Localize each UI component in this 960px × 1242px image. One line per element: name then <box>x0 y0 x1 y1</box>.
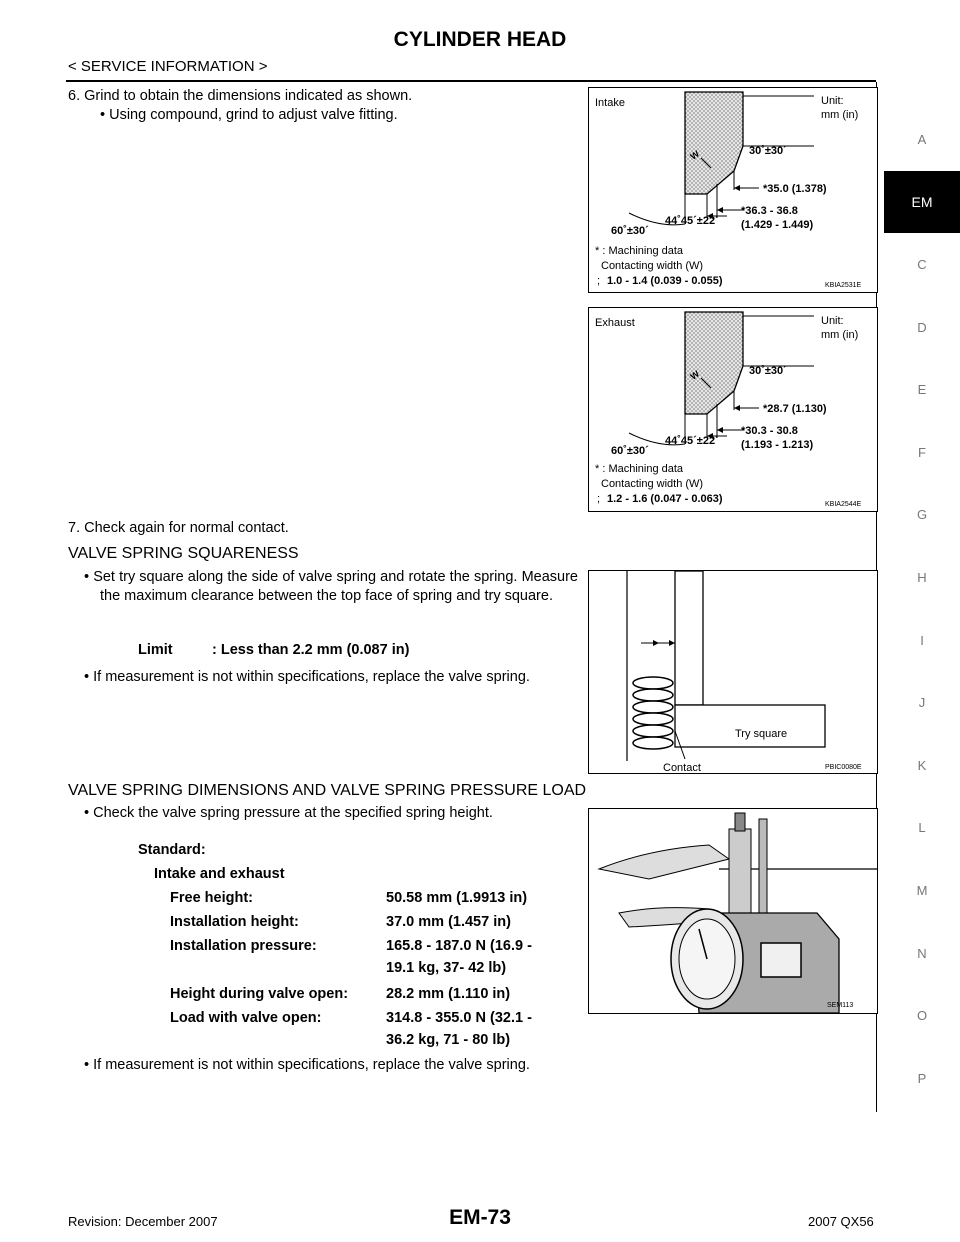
valve-spring <box>633 677 673 749</box>
note-width-value: 1.2 - 1.6 (0.047 - 0.063) <box>607 493 723 505</box>
standard-label: Standard: <box>138 842 206 858</box>
unit-value: mm (in) <box>821 329 859 341</box>
unit-label: Unit: <box>821 95 844 107</box>
footer-model: 2007 QX56 <box>808 1214 874 1229</box>
figure-code: KBIA2531E <box>825 282 862 289</box>
tester-column <box>729 829 751 919</box>
spec-value-cont: 19.1 kg, 37- 42 lb) <box>386 960 507 976</box>
section-tab-e[interactable]: E <box>917 382 927 398</box>
figure-code: KBIA2544E <box>825 501 862 508</box>
note-prefix: ; <box>597 493 601 505</box>
dim-2b: (1.193 - 1.213) <box>741 439 814 451</box>
figure-code: PBIC0080E <box>825 764 862 771</box>
angle-60: 60˚±30´ <box>611 445 649 457</box>
spec-label: Free height: <box>170 890 253 906</box>
angle-44: 44˚45´±22´ <box>665 215 719 227</box>
step-6-bullet: • Using compound, grind to adjust valve fitting. <box>100 107 398 123</box>
step-6: 6. Grind to obtain the dimensions indicated as shown. <box>68 88 413 104</box>
spec-label: Installation height: <box>170 914 299 930</box>
spec-value-cont: 36.2 kg, 71 - 80 lb) <box>386 1032 511 1048</box>
section-tab-em[interactable]: EM <box>884 171 960 234</box>
dim-1: *35.0 (1.378) <box>763 183 827 195</box>
section-tab-g[interactable]: G <box>916 507 928 523</box>
angle-44: 44˚45´±22´ <box>665 435 719 447</box>
spec-label: Installation pressure: <box>170 938 317 954</box>
dim-2a: *30.3 - 30.8 <box>741 425 798 437</box>
tester-window <box>761 943 801 977</box>
angle-60: 60˚±30´ <box>611 225 649 237</box>
section-tab-k[interactable]: K <box>917 757 927 773</box>
section-tab-h[interactable]: H <box>917 569 927 585</box>
figure-label: Exhaust <box>595 317 635 329</box>
section-tab-j[interactable]: J <box>918 695 926 711</box>
section-tab-f[interactable]: F <box>918 444 926 460</box>
dimensions-heading: VALVE SPRING DIMENSIONS AND VALVE SPRING PRESSURE LOAD <box>68 782 587 799</box>
try-square-figure <box>588 570 878 774</box>
header-rule <box>66 80 876 82</box>
note-contact-width: Contacting width (W) <box>601 478 704 490</box>
exhaust-valve-seat-figure <box>588 307 878 512</box>
spec-label: Load with valve open: <box>170 1010 322 1026</box>
section-index <box>884 108 960 1110</box>
dim-1: *28.7 (1.130) <box>763 403 827 415</box>
dimensions-bullet-1: • Check the valve spring pressure at the specified spring height. <box>84 805 493 821</box>
angle-30: 30˚±30´ <box>749 365 787 377</box>
dimensions-bullet-2: • If measurement is not within specifications, replace the valve spring. <box>84 1057 530 1073</box>
spec-value: 165.8 - 187.0 N (16.9 - <box>386 938 532 954</box>
note-width-value: 1.0 - 1.4 (0.039 - 0.055) <box>607 275 723 287</box>
dim-2b: (1.429 - 1.449) <box>741 219 814 231</box>
w-label: W <box>688 148 702 162</box>
squareness-heading: VALVE SPRING SQUARENESS <box>68 545 299 562</box>
square-base <box>675 705 825 747</box>
note-machining: * : Machining data <box>595 463 684 475</box>
spec-value: 28.2 mm (1.110 in) <box>386 986 511 1002</box>
unit-label: Unit: <box>821 315 844 327</box>
section-tab-i[interactable]: I <box>920 632 924 648</box>
group-label: Intake and exhaust <box>154 866 285 882</box>
unit-value: mm (in) <box>821 109 859 121</box>
section-tab-a[interactable]: A <box>917 131 927 147</box>
spec-label: Height during valve open: <box>170 986 349 1002</box>
section-tab-c[interactable]: C <box>917 256 927 272</box>
contact-label: Contact <box>663 762 701 773</box>
spec-value: 50.58 mm (1.9913 in) <box>386 890 528 906</box>
footer-revision: Revision: December 2007 <box>68 1214 218 1229</box>
section-tab-n[interactable]: N <box>917 945 927 961</box>
square-blade <box>675 571 703 705</box>
intake-valve-seat-figure <box>588 87 878 293</box>
spec-value: 314.8 - 355.0 N (32.1 - <box>386 1010 532 1026</box>
try-square-label: Try square <box>735 728 788 740</box>
dim-2a: *36.3 - 36.8 <box>741 205 798 217</box>
note-prefix: ; <box>597 275 601 287</box>
section-tab-p[interactable]: P <box>917 1070 927 1086</box>
step-7: 7. Check again for normal contact. <box>68 520 289 536</box>
w-label: W <box>688 368 702 382</box>
figure-label: Intake <box>595 97 625 109</box>
limit-value: : Less than 2.2 mm (0.087 in) <box>212 642 410 658</box>
squareness-bullet-2: • If measurement is not within specifications, replace the valve spring. <box>84 669 530 685</box>
squareness-bullet-1: • Set try square along the side of valve spring and rotate the spring. Measure the maximum clearance between the top face of spring and try square. <box>84 569 578 604</box>
section-tab-d[interactable]: D <box>917 319 927 335</box>
spring-tester-figure <box>588 808 878 1014</box>
page-number: EM-73 <box>449 1206 511 1229</box>
section-tab-m[interactable]: M <box>916 882 928 898</box>
section-tab-o[interactable]: O <box>916 1008 928 1024</box>
figure-code: SEM113 <box>827 1002 854 1009</box>
hand-upper <box>599 845 729 879</box>
spec-value: 37.0 mm (1.457 in) <box>386 914 511 930</box>
note-contact-width: Contacting width (W) <box>601 260 704 272</box>
angle-30: 30˚±30´ <box>749 145 787 157</box>
limit-label: Limit <box>138 642 173 658</box>
page-title: CYLINDER HEAD <box>393 28 567 51</box>
note-machining: * : Machining data <box>595 245 684 257</box>
section-tab-l[interactable]: L <box>918 820 926 836</box>
section-label: < SERVICE INFORMATION > <box>68 58 268 75</box>
